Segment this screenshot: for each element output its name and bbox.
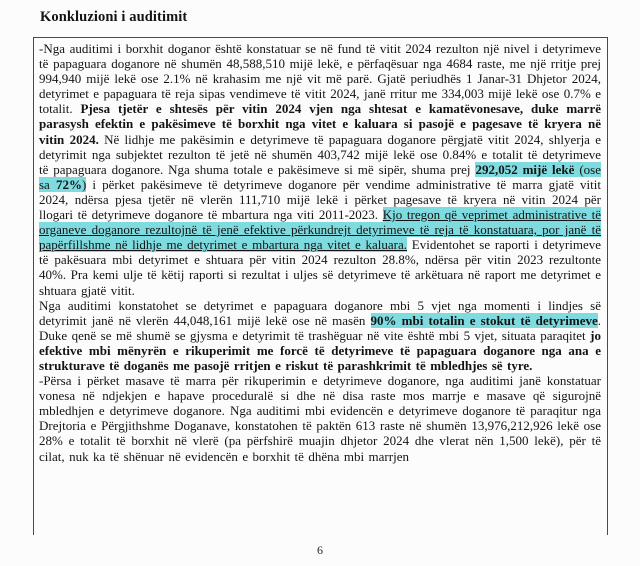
text-run: Pjesa tjetër e shtesës për vitin 2024 vjen nga shtesat e kamatëvonesave, duke marrë parasysh efektin e pakësimeve të borxhit nga vitet e kaluara si pasojë e pagesave të kryera në vitin 2024. — [39, 101, 601, 147]
highlighted-text-run: ) — [81, 176, 87, 192]
paragraph — [39, 373, 601, 464]
highlighted-text-run: 292,052 mijë lekë — [475, 161, 575, 177]
paragraph — [39, 298, 601, 373]
highlighted-text-run: (ose sa — [39, 161, 601, 192]
text-run: jo efektive mbi mënyrën e rikuperimit me forcë të detyrimeve të papaguara doganore nga ana e strukturave të doganës me pasojë rritjen e riskut të parashkrimit të mbledhjes së tyre. — [39, 327, 601, 373]
text-run: Në lidhje me pakësimin e detyrimeve të papaguara doganore përgjatë vitit 2024, shlyerja e detyrimit nga subjektet rezulton të jetë në shumën 403,742 mijë lekë ose 0.84% e totalit të detyrimeve të papaguara doganore. Nga shuma totale e pakësimeve si më sipër, shuma prej — [39, 131, 601, 177]
text-run: i përket pakësimeve të detyrimeve doganore për vendime administrative të marra gjatë vitit 2024, ndërsa pjesa tjetër në vlerën 111,710 mijë lekë i përket pagesave të kryera në vitin 2024 për llogari të detyrimeve doganore të mbartura nga viti 2011-2023. — [39, 176, 601, 223]
text-run: . Duke qenë se më shumë se gjysma e detyrimit të trashëguar në vite është mbi 5 vjet, situata paraqitet — [39, 312, 601, 343]
highlighted-text-run: Kjo tregon që veprimet administrative të organeve doganore rezultojnë të jenë efektive përkundrejt detyrimeve të reja të konstatuara, por janë të papërfillshme në lidhje me detyrimet e mbartura nga vitet e kaluara. — [39, 207, 602, 253]
text-run: Nga auditimi konstatohet se detyrimet e papaguara doganore mbi 5 vjet nga momenti i lindjes së detyrimit janë në vlerën 44,048,161 mijë lekë ose në masën — [39, 297, 601, 328]
highlighted-text-run: 90% mbi totalin e stokut të detyrimeve — [370, 312, 598, 328]
conclusion-text-box — [33, 37, 608, 535]
highlighted-text-run: 72% — [55, 176, 82, 192]
paragraph — [39, 41, 601, 298]
text-run: -Përsa i përket masave të marra për rikuperimin e detyrimeve doganore, nga auditimi janë konstatuar vonesa në ndjekjen e hapave proceduralë si dhe në disa raste mos marrje e masave që sigurojnë mbledhjen e detyrimeve doganore. Nga auditimi mbi evidencën e detyrimeve doganore të paraqitur nga Drejtoria e Përgjithshme Doganave, konstatohen të paktën 613 raste në shumën 13,976,212,926 lekë ose 28% e totalit të borxhit në vlerë (pa përfshirë muajin dhjetor 2024 dhe vlerat nën 1,500 lekë), për të cilat, nuk ka të shënuar në evidencën e borxhit të dhëna mbi marrjen — [39, 373, 601, 464]
page-title: Konkluzioni i auditimit — [40, 9, 188, 25]
text-run: Evidentohet se raporti i detyrimeve të pakësuara mbi detyrimet e shtuara për vitin 2024 rezulton 28.8%, ndërsa për vitin 2023 rezultonte 40%. Pra kemi ulje të këtij raporti si rezultat i uljes së detyrimeve të arkëtuara në raport me detyrimet e shtuara gjatë vitit. — [39, 237, 602, 298]
page-number: 6 — [317, 543, 323, 557]
text-run: -Nga auditimi i borxhit doganor është konstatuar se në fund të vitit 2024 rezulton një nivel i detyrimeve të papaguara doganore në shumën 48,588,510 mijë lekë, e përfaqësuar nga 4684 raste, me një rritje prej 994,940 mijë lekë ose 2.1% në krahasim me një vit më parë. Gjatë periudhës 1 Janar-31 Dhjetor 2024, detyrimet e papaguara të reja sipas vendimeve të vitit 2024, janë rritur me 334,003 mijë lekë ose 0.7% e totalit. — [39, 41, 602, 117]
